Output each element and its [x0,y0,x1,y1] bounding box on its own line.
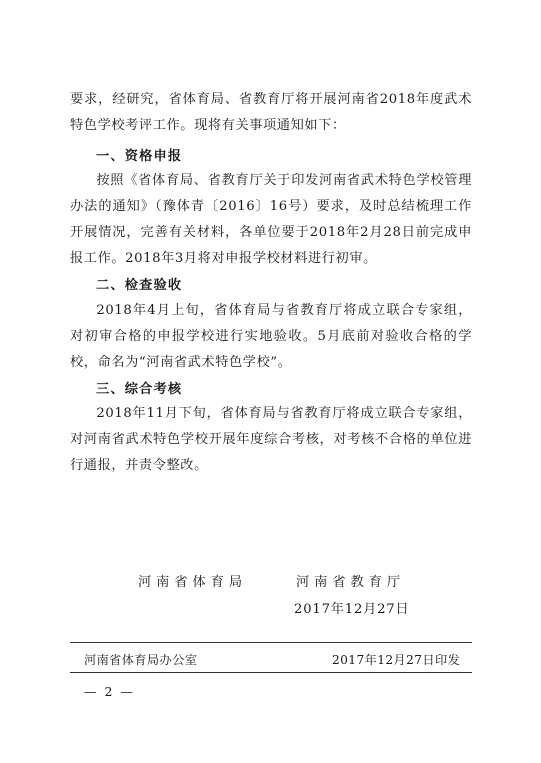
footer-bottom-rule [70,672,472,673]
section-heading-qualification: 一、资格申报 [96,149,183,164]
section-paragraph-assessment: 2018年11月下旬，省体育局与省教育厅将成立联合专家组，对河南省武术特色学校开展年度综合考核，对考核不合格的单位进行通报，并责令整改。 [70,406,472,473]
footer-print-date: 2017年12月27日印发 [332,653,461,667]
intro-paragraph: 要求，经研究，省体育局、省教育厅将开展河南省2018年度武术特色学校考评工作。现将有关事项通知如下： [70,92,472,133]
section-paragraph-qualification: 按照《省体育局、省教育厅关于印发河南省武术特色学校管理办法的通知》（豫体青〔2016〕16号）要求，及时总结梳理工作开展情况，完善有关材料，各单位要于2018年2月28日前完成申报工作。2018年3月将对申报学校材料进行初审。 [70,173,472,266]
signature-education-department: 河南省教育厅 [296,575,406,590]
page-number: — 2 — [84,684,135,699]
footer-top-rule [70,642,472,643]
section-paragraph-inspection: 2018年4月上旬，省体育局与省教育厅将成立联合专家组，对初审合格的申报学校进行实地验收。5月底前对验收合格的学校，命名为“河南省武术特色学校”。 [70,303,472,370]
footer-issuer: 河南省体育局办公室 [84,653,198,667]
signature-sports-bureau: 河南省体育局 [138,575,248,590]
signature-date: 2017年12月27日 [294,602,410,617]
section-heading-assessment: 三、综合考核 [96,382,183,397]
section-heading-inspection: 二、检查验收 [96,278,183,293]
